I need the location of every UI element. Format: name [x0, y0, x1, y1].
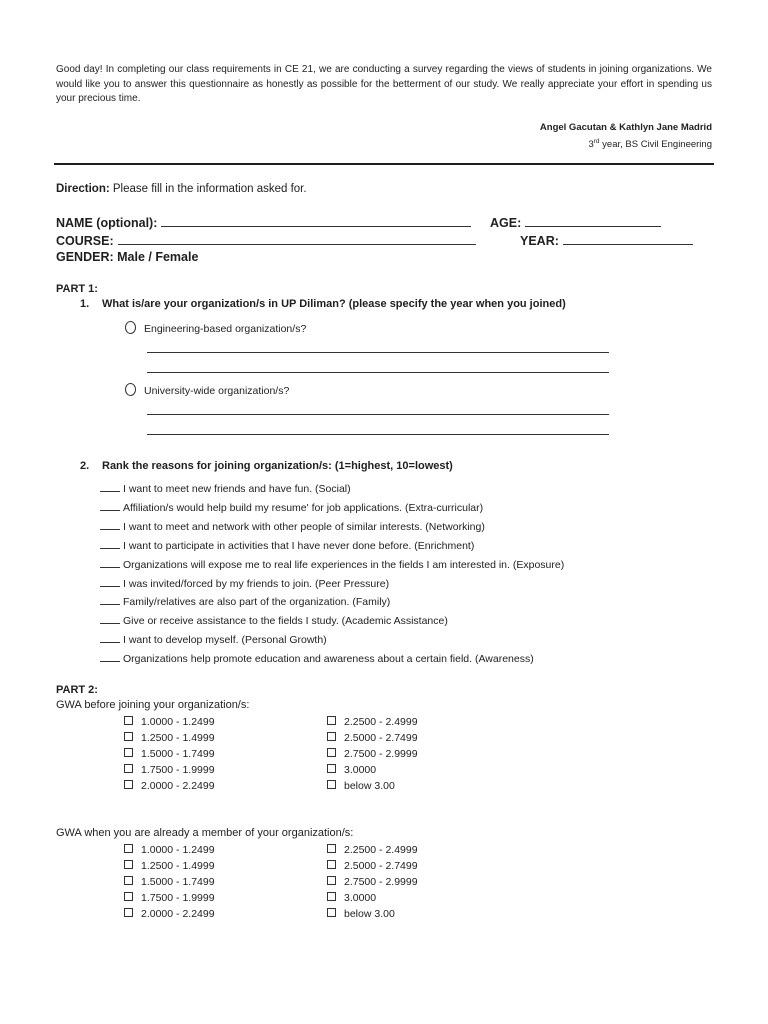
checkbox-icon[interactable]: [327, 908, 336, 917]
rank-item[interactable]: [100, 481, 351, 495]
gwa-option[interactable]: [124, 876, 215, 888]
checkbox-icon[interactable]: [124, 764, 133, 773]
rank-reason-text: I want to meet new friends and have fun. (Social): [123, 483, 351, 495]
gwa-before-label: GWA before joining your organization/s:: [56, 699, 250, 711]
rank-blank[interactable]: [100, 538, 120, 549]
checkbox-icon[interactable]: [124, 716, 133, 725]
rank-blank[interactable]: [100, 500, 120, 511]
gwa-option[interactable]: [327, 732, 418, 744]
gwa-range-text: 2.5000 - 2.7499: [344, 732, 418, 744]
rank-item[interactable]: [100, 651, 534, 665]
gwa-range-text: 3.0000: [344, 892, 377, 904]
radio-circle-icon[interactable]: [125, 383, 136, 396]
author-year: 3rd year, BS Civil Engineering: [588, 138, 712, 151]
gwa-range-text: 1.2500 - 1.4999: [141, 860, 215, 872]
gwa-option[interactable]: [124, 908, 215, 920]
gwa-range-text: 3.0000: [344, 764, 377, 776]
gwa-option[interactable]: [327, 716, 418, 728]
gwa-range-text: 2.5000 - 2.7499: [344, 860, 418, 872]
gwa-option[interactable]: [124, 764, 215, 776]
checkbox-icon[interactable]: [124, 860, 133, 869]
checkbox-icon[interactable]: [124, 780, 133, 789]
rank-reason-text: Give or receive assistance to the fields I study. (Academic Assistance): [123, 615, 448, 628]
rank-reason-text: I want to participate in activities that I have never done before. (Enrichment): [123, 539, 475, 552]
gender-field[interactable]: GENDER: Male / Female: [56, 250, 199, 264]
course-label: COURSE:: [56, 234, 114, 248]
checkbox-icon[interactable]: [124, 732, 133, 741]
checkbox-icon[interactable]: [327, 732, 336, 741]
gwa-range-text: 2.7500 - 2.9999: [344, 876, 418, 888]
author-names: Angel Gacutan & Kathlyn Jane Madrid: [539, 122, 712, 133]
gwa-option[interactable]: [327, 764, 376, 776]
checkbox-icon[interactable]: [327, 780, 336, 789]
gwa-option[interactable]: [327, 908, 395, 920]
rank-reason-text: I want to meet and network with other people of similar interests. (Networking): [123, 520, 485, 533]
rank-blank[interactable]: [100, 481, 120, 492]
rank-blank[interactable]: [100, 632, 120, 643]
intro-paragraph: Good day! In completing our class requirements in CE 21, we are conducting a survey regarding the views of students in joining organizations. We would like you to answer this questionnaire as honestly as possible for the betterment of our study. We really appreciate your effort in spending us your precious time.: [56, 64, 712, 104]
gwa-option[interactable]: [327, 892, 376, 904]
authors-block: [540, 121, 712, 152]
rank-item[interactable]: [100, 557, 564, 571]
gwa-option[interactable]: [124, 732, 215, 744]
gwa-option[interactable]: [124, 748, 215, 760]
gwa-range-text: 2.2500 - 2.4999: [344, 716, 418, 728]
option-engineering[interactable]: Engineering-based organization/s?: [125, 321, 306, 335]
rank-blank[interactable]: [100, 576, 120, 587]
year-label: YEAR:: [520, 234, 559, 248]
question-2: 2. Rank the reasons for joining organization/s: (1=highest, 10=lowest): [80, 460, 453, 472]
checkbox-icon[interactable]: [124, 892, 133, 901]
gwa-range-text: 1.2500 - 1.4999: [141, 732, 215, 744]
rank-blank[interactable]: [100, 557, 120, 568]
name-field[interactable]: [56, 214, 471, 230]
direction-text: Direction: Please fill in the information asked for.: [56, 183, 307, 195]
option-university[interactable]: University-wide organization/s?: [125, 383, 289, 397]
gwa-range-text: below 3.00: [344, 780, 395, 792]
checkbox-icon[interactable]: [327, 764, 336, 773]
rank-item[interactable]: [100, 519, 485, 533]
checkbox-icon[interactable]: [124, 908, 133, 917]
gwa-range-text: 1.5000 - 1.7499: [141, 876, 215, 888]
gwa-range-text: 2.7500 - 2.9999: [344, 748, 418, 760]
answer-line[interactable]: [147, 414, 609, 415]
gwa-option[interactable]: [327, 780, 395, 792]
gwa-option[interactable]: [124, 844, 215, 856]
checkbox-icon[interactable]: [124, 844, 133, 853]
gwa-option[interactable]: [327, 860, 418, 872]
rank-reason-text: Organizations will expose me to real life experiences in the fields I am interested in. (Exposure): [123, 558, 565, 571]
answer-line[interactable]: [147, 372, 609, 373]
rank-reason-text: I was invited/forced by my friends to join. (Peer Pressure): [123, 577, 390, 590]
checkbox-icon[interactable]: [327, 892, 336, 901]
gwa-option[interactable]: [124, 716, 215, 728]
checkbox-icon[interactable]: [327, 844, 336, 853]
gwa-range-text: below 3.00: [344, 908, 395, 920]
year-blank[interactable]: [563, 232, 693, 245]
gwa-member-label: GWA when you are already a member of your organization/s:: [56, 827, 354, 839]
gwa-range-text: 1.0000 - 1.2499: [141, 844, 215, 856]
rank-item[interactable]: [100, 538, 474, 552]
checkbox-icon[interactable]: [124, 876, 133, 885]
rank-reason-text: Affiliation/s would help build my resume' for job applications. (Extra-curricular): [123, 501, 484, 514]
gwa-option[interactable]: [327, 876, 418, 888]
gwa-option[interactable]: [124, 860, 215, 872]
name-blank[interactable]: [161, 214, 471, 227]
gwa-range-text: 1.5000 - 1.7499: [141, 748, 215, 760]
question-1: 1. What is/are your organization/s in UP Diliman? (please specify the year when you joined): [80, 298, 566, 310]
rank-item[interactable]: [100, 500, 483, 514]
gwa-range-text: 2.0000 - 2.2499: [141, 780, 215, 792]
checkbox-icon[interactable]: [327, 876, 336, 885]
checkbox-icon[interactable]: [124, 748, 133, 757]
gwa-range-text: 2.0000 - 2.2499: [141, 908, 215, 920]
course-field[interactable]: [56, 232, 476, 248]
part2-title: PART 2:: [56, 684, 98, 696]
gwa-range-text: 2.2500 - 2.4999: [344, 844, 418, 856]
gwa-option[interactable]: [327, 748, 418, 760]
rank-reason-text: Organizations help promote education and awareness about a certain field. (Awareness): [123, 653, 534, 666]
year-field[interactable]: [520, 232, 693, 248]
rank-reason-text: Family/relatives are also part of the organization. (Family): [123, 596, 391, 609]
checkbox-icon[interactable]: [327, 716, 336, 725]
rank-blank[interactable]: [100, 651, 120, 662]
part1-title: PART 1:: [56, 283, 98, 295]
course-blank[interactable]: [118, 232, 476, 245]
rank-blank[interactable]: [100, 594, 120, 605]
answer-line[interactable]: [147, 352, 609, 353]
rank-blank[interactable]: [100, 613, 120, 624]
age-field[interactable]: [490, 214, 661, 230]
gwa-range-text: 1.7500 - 1.9999: [141, 892, 215, 904]
rank-item[interactable]: [100, 613, 448, 627]
radio-circle-icon[interactable]: [125, 321, 136, 334]
checkbox-icon[interactable]: [327, 748, 336, 757]
divider-rule: [54, 163, 714, 165]
rank-item[interactable]: [100, 576, 389, 590]
gwa-option[interactable]: [327, 844, 418, 856]
rank-blank[interactable]: [100, 519, 120, 530]
gwa-range-text: 1.7500 - 1.9999: [141, 764, 215, 776]
rank-item[interactable]: [100, 594, 390, 608]
age-blank[interactable]: [525, 214, 661, 227]
rank-reason-text: I want to develop myself. (Personal Growth): [123, 634, 327, 647]
gwa-option[interactable]: [124, 780, 215, 792]
answer-line[interactable]: [147, 434, 609, 435]
age-label: AGE:: [490, 216, 522, 230]
gwa-range-text: 1.0000 - 1.2499: [141, 716, 215, 728]
gwa-option[interactable]: [124, 892, 215, 904]
checkbox-icon[interactable]: [327, 860, 336, 869]
rank-item[interactable]: [100, 632, 327, 646]
direction-label: Direction:: [56, 183, 110, 195]
name-label: NAME (optional):: [56, 216, 158, 230]
